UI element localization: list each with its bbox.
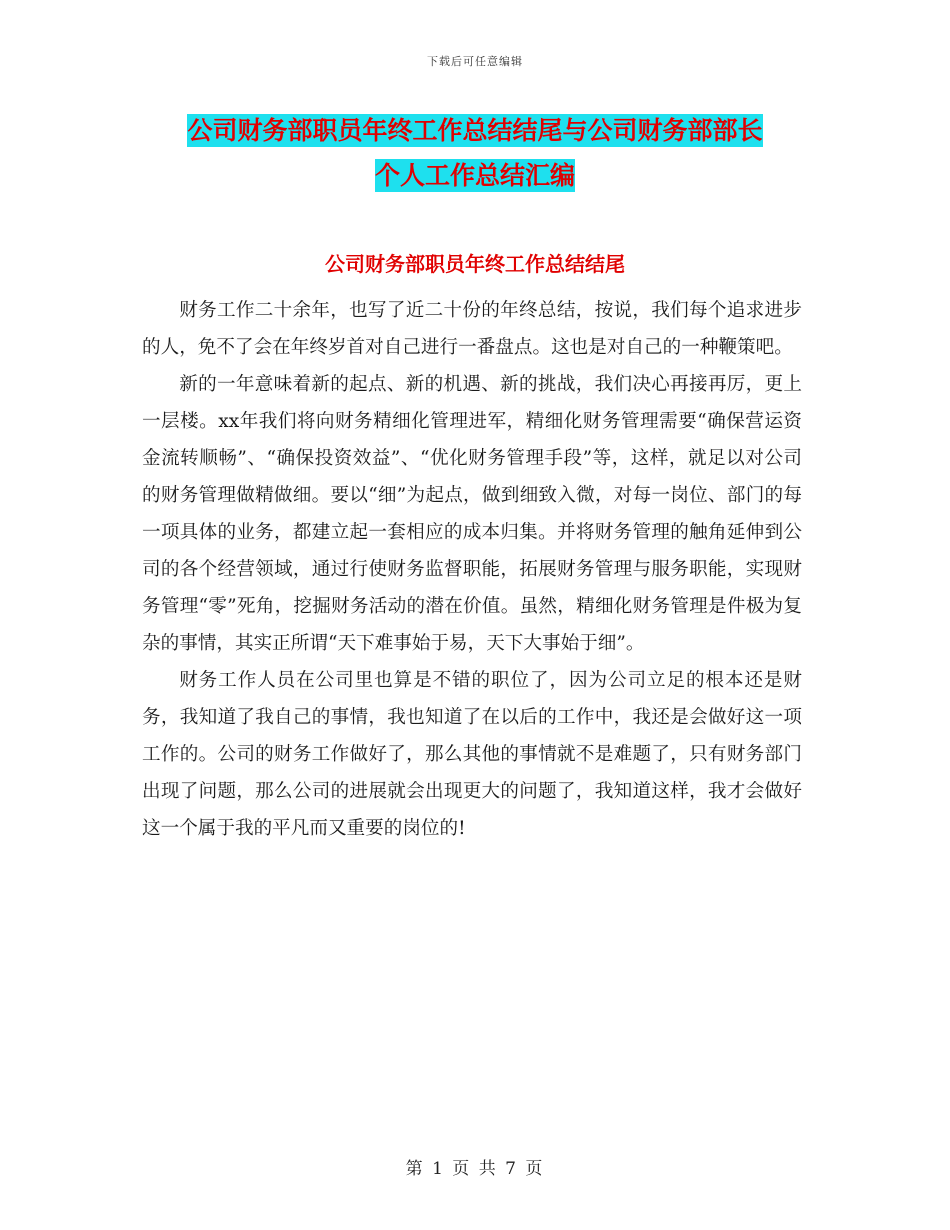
header-note: 下载后可任意编辑 <box>427 55 523 68</box>
title-line-2: 个人工作总结汇编 <box>374 161 575 190</box>
paragraph-1: 财务工作二十余年，也写了近二十份的年终总结，按说，我们每个追求进步的人，免不了会在年终岁首对自己进行一番盘点。这也是对自己的一种鞭策吧。 <box>142 300 802 358</box>
title-line-1: 公司财务部职员年终工作总结结尾与公司财务部部长 <box>187 116 763 145</box>
paragraph-2: 新的一年意味着新的起点、新的机遇、新的挑战，我们决心再接再厉，更上一层楼。xx年我们将向财务精细化管理进军，精细化财务管理需要“确保营运资金流转顺畅”、“确保投资效益”、“优化财务管理手段”等，这样，就足以对公司的财务管理做精做细。要以“细”为起点，做到细致入微，对每一岗位、部门的每一项具体的业务，都建立起一套相应的成本归集。并将财务管理的触角延伸到公司的各个经营领域，通过行使财务监督职能，拓展财务管理与服务职能，实现财务管理“零”死角，挖掘财务活动的潜在价值。虽然，精细化财务管理是件极为复杂的事情，其实正所谓“天下难事始于易，天下大事始于细”。 <box>142 374 802 654</box>
document-title <box>0 108 950 198</box>
section-title: 公司财务部职员年终工作总结结尾 <box>325 252 625 276</box>
body-text <box>142 292 802 847</box>
paragraph-3: 财务工作人员在公司里也算是不错的职位了，因为公司立足的根本还是财务，我知道了我自己的事情，我也知道了在以后的工作中，我还是会做好这一项工作的。公司的财务工作做好了，那么其他的事情就不是难题了，只有财务部门出现了问题，那么公司的进展就会出现更大的问题了，我知道这样，我才会做好这一个属于我的平凡而又重要的岗位的! <box>142 670 802 839</box>
page-footer: 第 1 页 共 7 页 <box>405 1159 545 1179</box>
